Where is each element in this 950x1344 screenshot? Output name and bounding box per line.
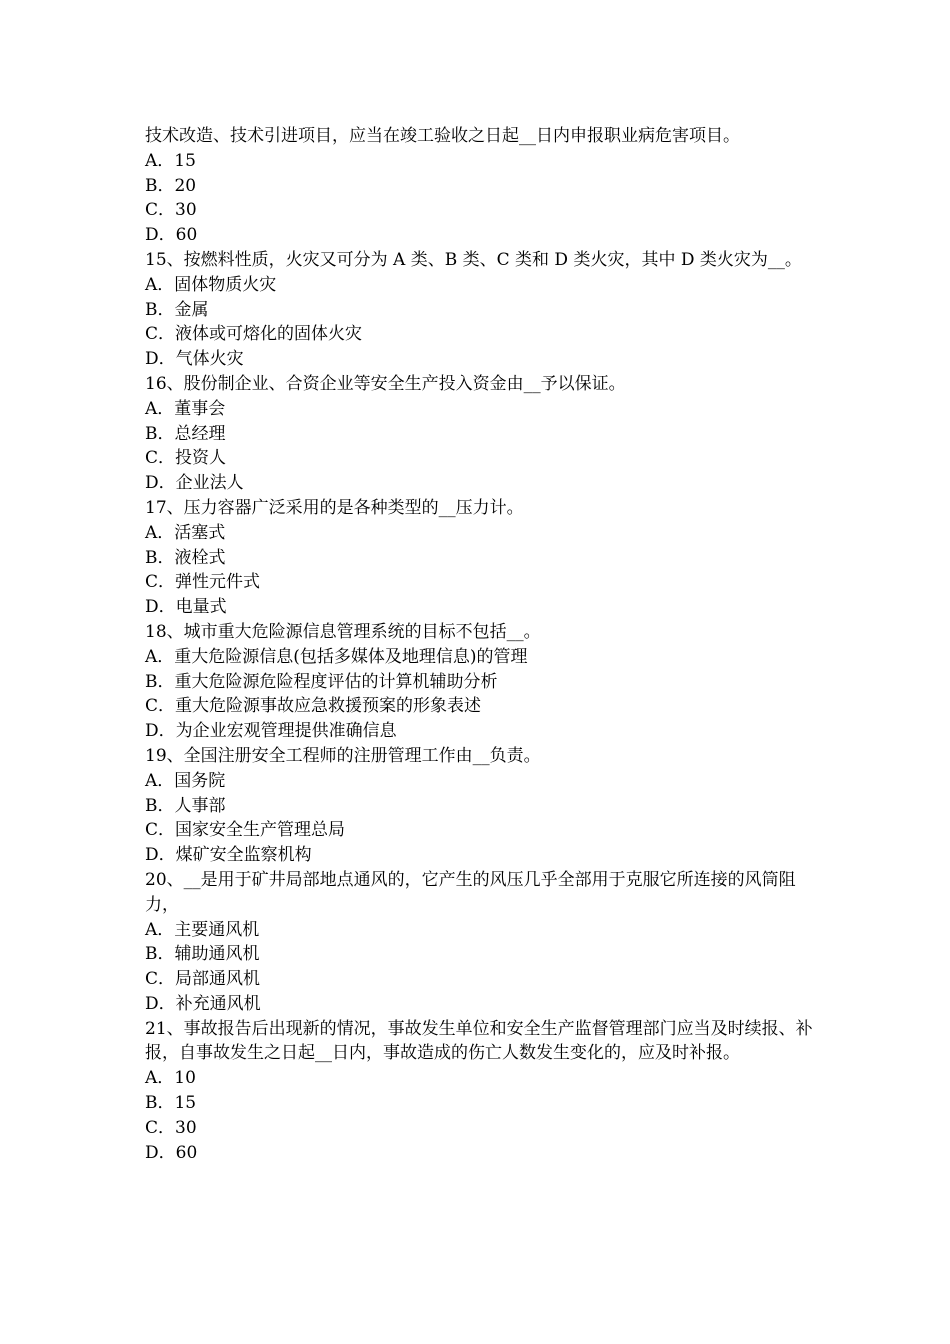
question-stem: 21、事故报告后出现新的情况，事故发生单位和安全生产监督管理部门应当及时续报、补报，自事故发生之日起__日内，事故造成的伤亡人数发生变化的，应及时补报。 xyxy=(145,1018,813,1064)
option-d: D．60 xyxy=(145,225,198,246)
option-b: B．液栓式 xyxy=(145,547,226,568)
option-d: D．气体火灾 xyxy=(145,349,244,370)
option-a: A．10 xyxy=(145,1068,196,1089)
option-b: B．人事部 xyxy=(145,795,226,816)
option-a: A．重大危险源信息(包括多媒体及地理信息)的管理 xyxy=(145,646,528,667)
option-b: B．金属 xyxy=(145,299,209,320)
option-b: B．总经理 xyxy=(145,423,226,444)
option-a: A．15 xyxy=(145,150,196,171)
question-stem: 19、全国注册安全工程师的注册管理工作由__负责。 xyxy=(145,745,541,766)
option-d: D．60 xyxy=(145,1142,198,1163)
option-d: D．为企业宏观管理提供准确信息 xyxy=(145,721,397,742)
option-d: D．补充通风机 xyxy=(145,993,261,1014)
option-a: A．董事会 xyxy=(145,398,226,419)
question-stem: 15、按燃料性质，火灾又可分为 A 类、B 类、C 类和 D 类火灾，其中 D 类火灾为__。 xyxy=(145,249,802,270)
question-block xyxy=(145,620,815,744)
question-block xyxy=(145,248,815,372)
option-c: C．30 xyxy=(145,200,197,221)
document-page xyxy=(145,124,815,1165)
option-c: C．重大危险源事故应急救援预案的形象表述 xyxy=(145,696,482,717)
option-c: C．液体或可熔化的固体火灾 xyxy=(145,324,363,345)
question-stem: 20、__是用于矿井局部地点通风的，它产生的风压几乎全部用于克服它所连接的风筒阻力， xyxy=(145,869,796,915)
question-stem: 17、压力容器广泛采用的是各种类型的__压力计。 xyxy=(145,497,524,518)
option-c: C．国家安全生产管理总局 xyxy=(145,820,346,841)
option-a: A．国务院 xyxy=(145,770,226,791)
option-d: D．企业法人 xyxy=(145,473,244,494)
option-b: B．20 xyxy=(145,175,197,196)
option-c: C．30 xyxy=(145,1117,197,1138)
option-a: A．活塞式 xyxy=(145,522,226,543)
option-d: D．电量式 xyxy=(145,597,227,618)
option-a: A．固体物质火灾 xyxy=(145,274,277,295)
question-block xyxy=(145,372,815,496)
question-block xyxy=(145,496,815,620)
option-b: B．辅助通风机 xyxy=(145,944,260,965)
option-b: B．重大危险源危险程度评估的计算机辅助分析 xyxy=(145,671,498,692)
option-d: D．煤矿安全监察机构 xyxy=(145,845,312,866)
question-stem: 18、城市重大危险源信息管理系统的目标不包括__。 xyxy=(145,621,541,642)
question-stem: 16、股份制企业、合资企业等安全生产投入资金由__予以保证。 xyxy=(145,373,626,394)
option-a: A．主要通风机 xyxy=(145,919,260,940)
option-c: C．投资人 xyxy=(145,448,227,469)
option-b: B．15 xyxy=(145,1093,197,1114)
question-block xyxy=(145,1017,815,1166)
option-c: C．局部通风机 xyxy=(145,969,261,990)
option-c: C．弹性元件式 xyxy=(145,572,261,593)
question-stem: 技术改造、技术引进项目，应当在竣工验收之日起__日内申报职业病危害项目。 xyxy=(145,126,740,146)
question-block xyxy=(145,124,815,248)
question-block xyxy=(145,868,815,1017)
question-block xyxy=(145,744,815,868)
